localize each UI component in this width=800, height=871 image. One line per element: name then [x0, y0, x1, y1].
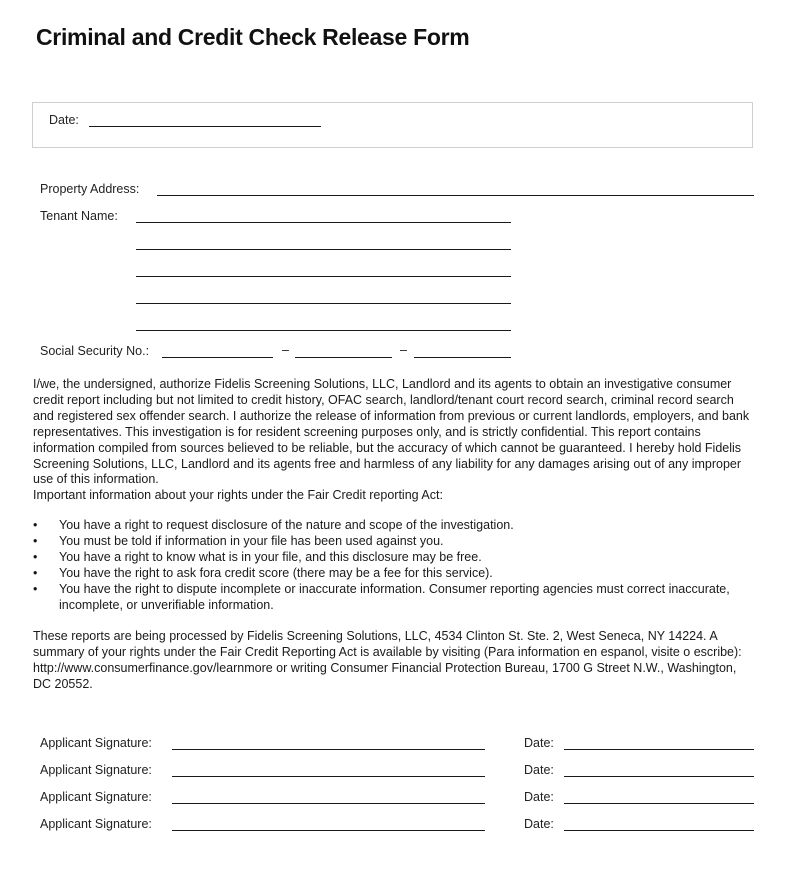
applicant-signature-field-3[interactable]	[172, 803, 485, 804]
tenant-name-field-5[interactable]	[136, 330, 511, 331]
tenant-name-field-4[interactable]	[136, 303, 511, 304]
signature-date-field-1[interactable]	[564, 749, 754, 750]
authorization-paragraph: I/we, the undersigned, authorize Fidelis Screening Solutions, LLC, Landlord and its agents to obtain an investigative consumer credit report including but not limited to credit history, OFAC search, landlord/tenant court record search, criminal record search and registered sex offender search. I authorize the release of information from previous or current landlords, employers, and bank representatives. This investigation is for resident screening purposes only, and is strictly confidential. This report contains information compiled from sources believed to be reliable, but the accuracy of which cannot be guaranteed. I hereby hold Fidelis Screening Solutions, LLC, Landlord and its agents free and harmless of any liability for any damages arising out of any improper use of this information.	[33, 377, 750, 487]
list-item: • You have a right to request disclosure of the nature and scope of the investigation.	[33, 518, 514, 532]
list-item: • You have a right to know what is in your file, and this disclosure may be free.	[33, 549, 482, 564]
applicant-signature-field-1[interactable]	[172, 749, 485, 750]
ssn-label: Social Security No.:	[40, 344, 150, 358]
ssn-field-part-1[interactable]	[162, 357, 273, 358]
signature-date-label: Date:	[524, 736, 554, 750]
applicant-signature-label: Applicant Signature:	[40, 790, 152, 804]
applicant-signature-field-2[interactable]	[172, 776, 485, 777]
tenant-name-label: Tenant Name:	[40, 209, 118, 223]
applicant-signature-label: Applicant Signature:	[40, 736, 152, 750]
date-box	[32, 102, 753, 148]
tenant-name-field-2[interactable]	[136, 249, 511, 250]
ssn-separator-2: –	[400, 343, 407, 357]
property-address-label: Property Address:	[40, 182, 140, 196]
applicant-signature-field-4[interactable]	[172, 830, 485, 831]
authorization-text	[33, 377, 753, 504]
processing-note: These reports are being processed by Fidelis Screening Solutions, LLC, 4534 Clinton St. Ste. 2, West Seneca, NY 14224. A summary of your rights under the Fair Credit Reporting Act is available by visiting (Para information en espanol, visite o escribe): http://www.consumerfinance.gov/learnmore or writing Consumer Financial Protection Bureau, 1700 G Street N.W., Washington, DC 20552.	[33, 629, 742, 691]
applicant-signature-label: Applicant Signature:	[40, 817, 152, 831]
bullet-icon: •	[33, 565, 38, 580]
tenant-name-field-1[interactable]	[136, 222, 511, 223]
list-item: • You must be told if information in your file has been used against you.	[33, 533, 444, 548]
rights-intro: Important information about your rights under the Fair Credit reporting Act:	[33, 488, 443, 503]
bullet-icon: •	[33, 533, 38, 548]
bullet-icon: •	[33, 581, 38, 596]
applicant-signature-label: Applicant Signature:	[40, 763, 152, 777]
signature-date-field-4[interactable]	[564, 830, 754, 831]
ssn-field-part-3[interactable]	[414, 357, 511, 358]
date-label: Date:	[49, 113, 79, 127]
signature-date-field-3[interactable]	[564, 803, 754, 804]
list-item: • You have the right to dispute incomplete or inaccurate information. Consumer reporting agencies must correct inaccurate, incomplete, or unverifiable information.	[33, 581, 730, 612]
page-title: Criminal and Credit Check Release Form	[36, 24, 470, 50]
date-field[interactable]	[89, 126, 321, 127]
bullet-icon: •	[33, 518, 38, 532]
bullet-icon: •	[33, 549, 38, 564]
property-address-field[interactable]	[157, 195, 754, 196]
signature-date-label: Date:	[524, 817, 554, 831]
ssn-separator-1: –	[282, 343, 289, 357]
list-item: • You have the right to ask fora credit score (there may be a fee for this service).	[33, 565, 493, 580]
signature-date-label: Date:	[524, 790, 554, 804]
signature-date-field-2[interactable]	[564, 776, 754, 777]
signature-date-label: Date:	[524, 763, 554, 777]
rights-list	[33, 518, 753, 613]
ssn-field-part-2[interactable]	[295, 357, 392, 358]
tenant-name-field-3[interactable]	[136, 276, 511, 277]
